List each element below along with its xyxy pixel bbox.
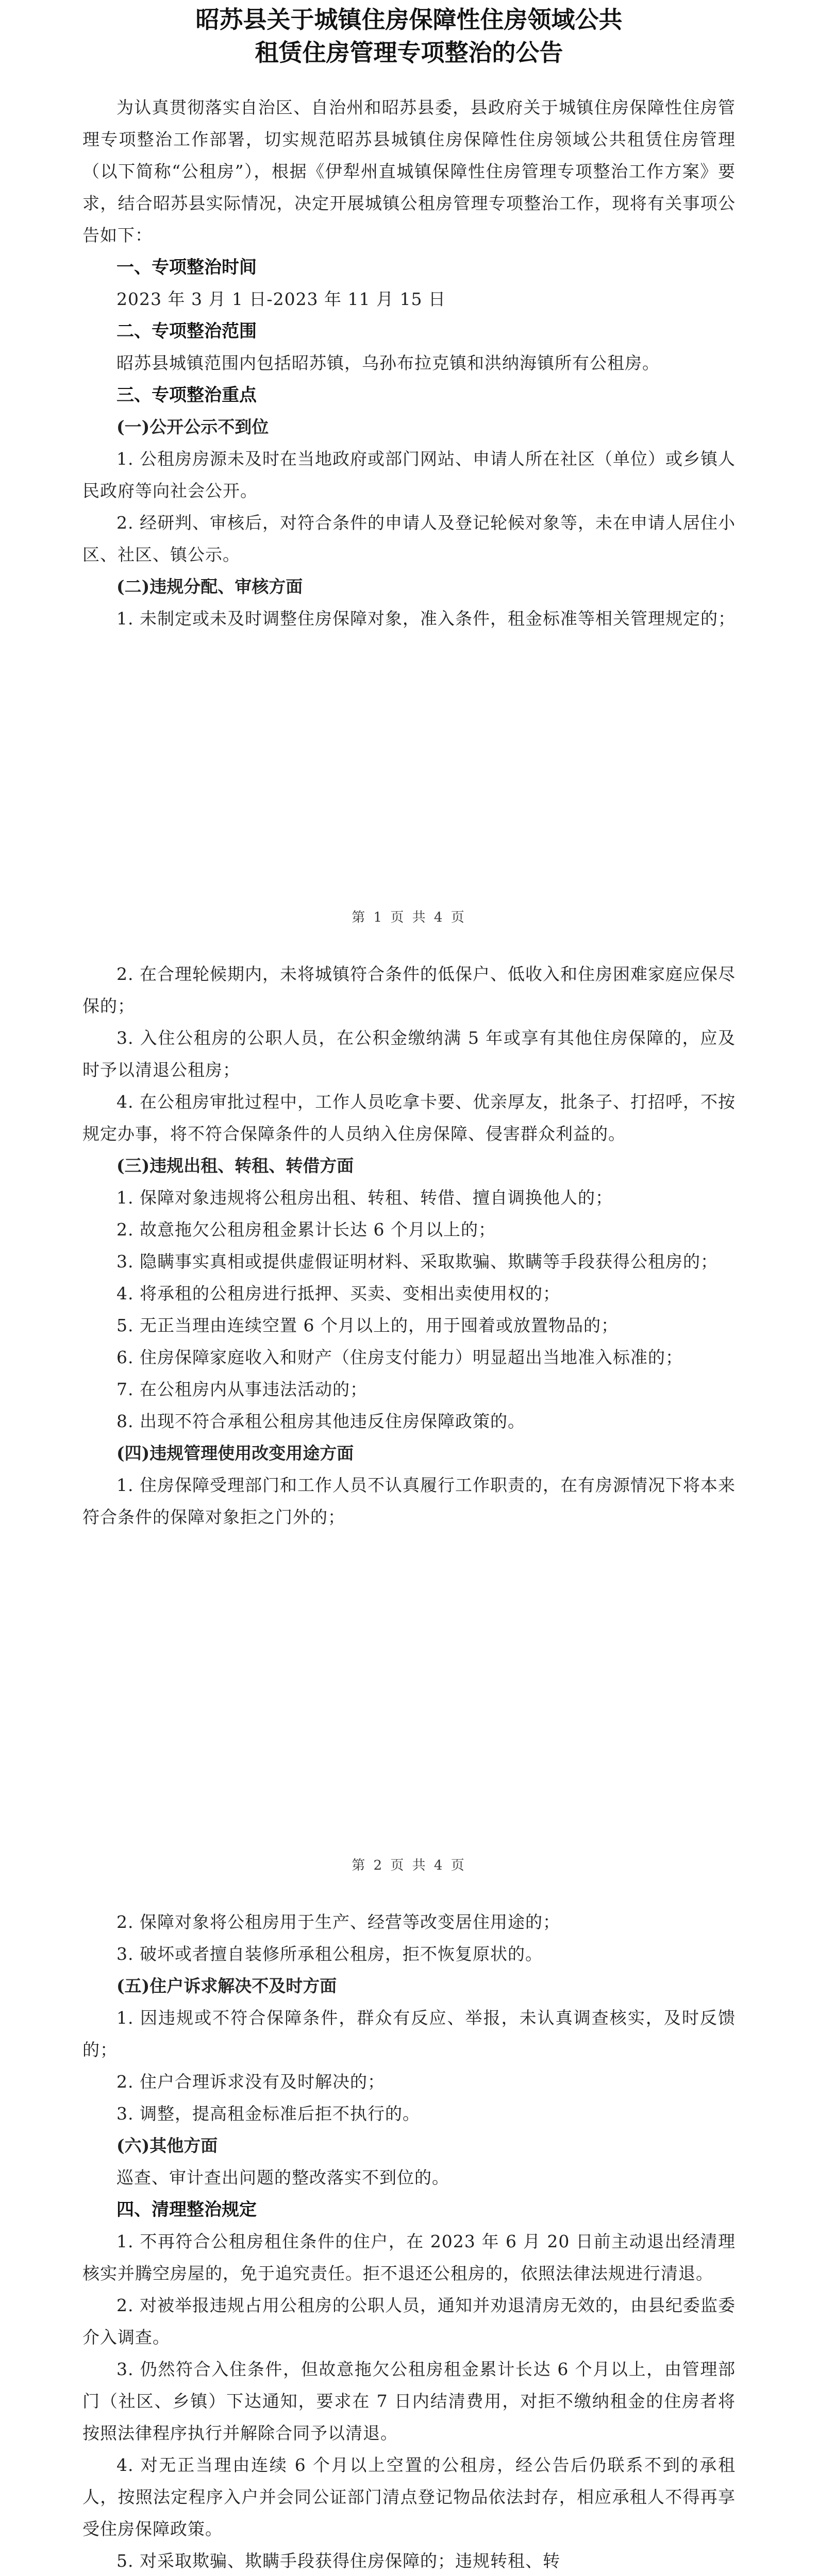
list-item: 1. 公租房房源未及时在当地政府或部门网站、申请人所在社区（单位）或乡镇人民政府等向社会公开。 <box>82 449 736 501</box>
section-2-heading: 二、专项整治范围 <box>116 321 257 342</box>
section-2-text: 昭苏县城镇范围内包括昭苏镇，乌孙布拉克镇和洪纳海镇所有公租房。 <box>116 353 660 373</box>
list-item: 8. 出现不符合承租公租房其他违反住房保障政策的。 <box>116 1411 525 1431</box>
list-item: 2. 保障对象将公租房用于生产、经营等改变居住用途的； <box>116 1912 560 1932</box>
document-page-2 <box>0 948 818 1896</box>
intro-paragraph: 为认真贯彻落实自治区、自治州和昭苏县委，县政府关于城镇住房保障性住房管理专项整治工作部署，切实规范昭苏县城镇住房保障性住房领域公共租赁住房管理（以下简称“公租房”），根据《伊犁州直城镇保障性住房管理专项整治工作方案》要求，结合昭苏县实际情况，决定开展城镇公租房管理专项整治工作，现将有关事项公告如下： <box>82 97 736 245</box>
list-item: 2. 对被举报违规占用公租房的公职人员，通知并劝退清房无效的，由县纪委监委介入调查。 <box>82 2295 736 2347</box>
list-item: 2. 在合理轮候期内，未将城镇符合条件的低保户、低收入和住房困难家庭应保尽保的； <box>82 964 736 1016</box>
list-item: 3. 调整，提高租金标准后拒不执行的。 <box>116 2104 420 2124</box>
announcement-body <box>82 92 736 635</box>
page-2-body <box>82 958 736 1533</box>
section-4-heading: 四、清理整治规定 <box>116 2199 257 2220</box>
subsection-3-5-heading: (五)住户诉求解决不及时方面 <box>116 1976 337 1996</box>
section-1-text: 2023 年 3 月 1 日-2023 年 11 月 15 日 <box>116 289 446 309</box>
subsection-3-3-heading: (三)违规出租、转租、转借方面 <box>116 1156 354 1176</box>
subsection-3-4-heading: (四)违规管理使用改变用途方面 <box>116 1443 354 1463</box>
list-item: 4. 在公租房审批过程中，工作人员吃拿卡要、优亲厚友，批条子、打招呼，不按规定办事，将不符合保障条件的人员纳入住房保障、侵害群众利益的。 <box>82 1092 736 1144</box>
list-item: 1. 因违规或不符合保障条件，群众有反应、举报，未认真调查核实，及时反馈的； <box>82 2008 736 2060</box>
subsection-3-1-heading: (一)公开公示不到位 <box>116 417 269 437</box>
list-item: 2. 经研判、审核后，对符合条件的申请人及登记轮候对象等，未在申请人居住小区、社区、镇公示。 <box>82 513 736 565</box>
subsection-3-6-text: 巡查、审计查出问题的整改落实不到位的。 <box>116 2167 449 2188</box>
list-item: 1. 不再符合公租房租住条件的住户，在 2023 年 6 月 20 日前主动退出经清理核实并腾空房屋的，免于追究责任。拒不退还公租房的，依照法律法规进行清退。 <box>82 2231 736 2283</box>
document-page-3 <box>0 1896 818 2576</box>
title-line-1: 昭苏县关于城镇住房保障性住房领域公共 <box>195 6 623 33</box>
document-page-1 <box>0 0 818 948</box>
list-item: 2. 住户合理诉求没有及时解决的； <box>116 2072 385 2092</box>
list-item: 2. 故意拖欠公租房租金累计长达 6 个月以上的； <box>116 1219 496 1240</box>
list-item: 1. 住房保障受理部门和工作人员不认真履行工作职责的，在有房源情况下将本来符合条件的保障对象拒之门外的； <box>82 1475 736 1527</box>
list-item: 7. 在公租房内从事违法活动的； <box>116 1379 368 1399</box>
page-footer: 第 1 页 共 4 页 <box>352 910 466 925</box>
list-item: 5. 对采取欺骗、欺瞒手段获得住房保障的；违规转租、转 <box>116 2551 560 2571</box>
subsection-3-6-heading: (六)其他方面 <box>116 2136 218 2156</box>
list-item: 3. 入住公租房的公职人员，在公积金缴纳满 5 年或享有其他住房保障的，应及时予以清退公租房； <box>82 1028 736 1080</box>
announcement-title <box>82 0 736 69</box>
subsection-3-2-heading: (二)违规分配、审核方面 <box>116 577 303 597</box>
list-item: 5. 无正当理由连续空置 6 个月以上的，用于囤着或放置物品的； <box>116 1315 619 1335</box>
list-item: 1. 保障对象违规将公租房出租、转租、转借、擅自调换他人的； <box>116 1188 613 1208</box>
title-line-2: 租赁住房管理专项整治的公告 <box>255 39 563 66</box>
list-item: 3. 破坏或者擅自装修所承租公租房，拒不恢复原状的。 <box>116 1944 543 1964</box>
page-3-body <box>82 1906 736 2576</box>
section-3-heading: 三、专项整治重点 <box>116 385 257 405</box>
list-item: 3. 仍然符合入住条件，但故意拖欠公租房租金累计长达 6 个月以上，由管理部门（社区、乡镇）下达通知，要求在 7 日内结清费用，对拒不缴纳租金的住房者将按照法律程序执行并解除合同予以清退。 <box>82 2359 736 2443</box>
list-item: 6. 住房保障家庭收入和财产（住房支付能力）明显超出当地准入标准的； <box>116 1347 683 1367</box>
page-footer: 第 2 页 共 4 页 <box>352 1858 466 1873</box>
list-item: 1. 未制定或未及时调整住房保障对象，准入条件，租金标准等相关管理规定的； <box>116 608 736 629</box>
list-item: 4. 将承租的公租房进行抵押、买卖、变相出卖使用权的； <box>116 1283 560 1303</box>
section-1-heading: 一、专项整治时间 <box>116 257 257 278</box>
list-item: 3. 隐瞒事实真相或提供虚假证明材料、采取欺骗、欺瞒等手段获得公租房的； <box>116 1251 718 1272</box>
list-item: 4. 对无正当理由连续 6 个月以上空置的公租房，经公告后仍联系不到的承租人，按照法定程序入户并会同公证部门清点登记物品依法封存，相应承租人不得再享受住房保障政策。 <box>82 2455 736 2539</box>
